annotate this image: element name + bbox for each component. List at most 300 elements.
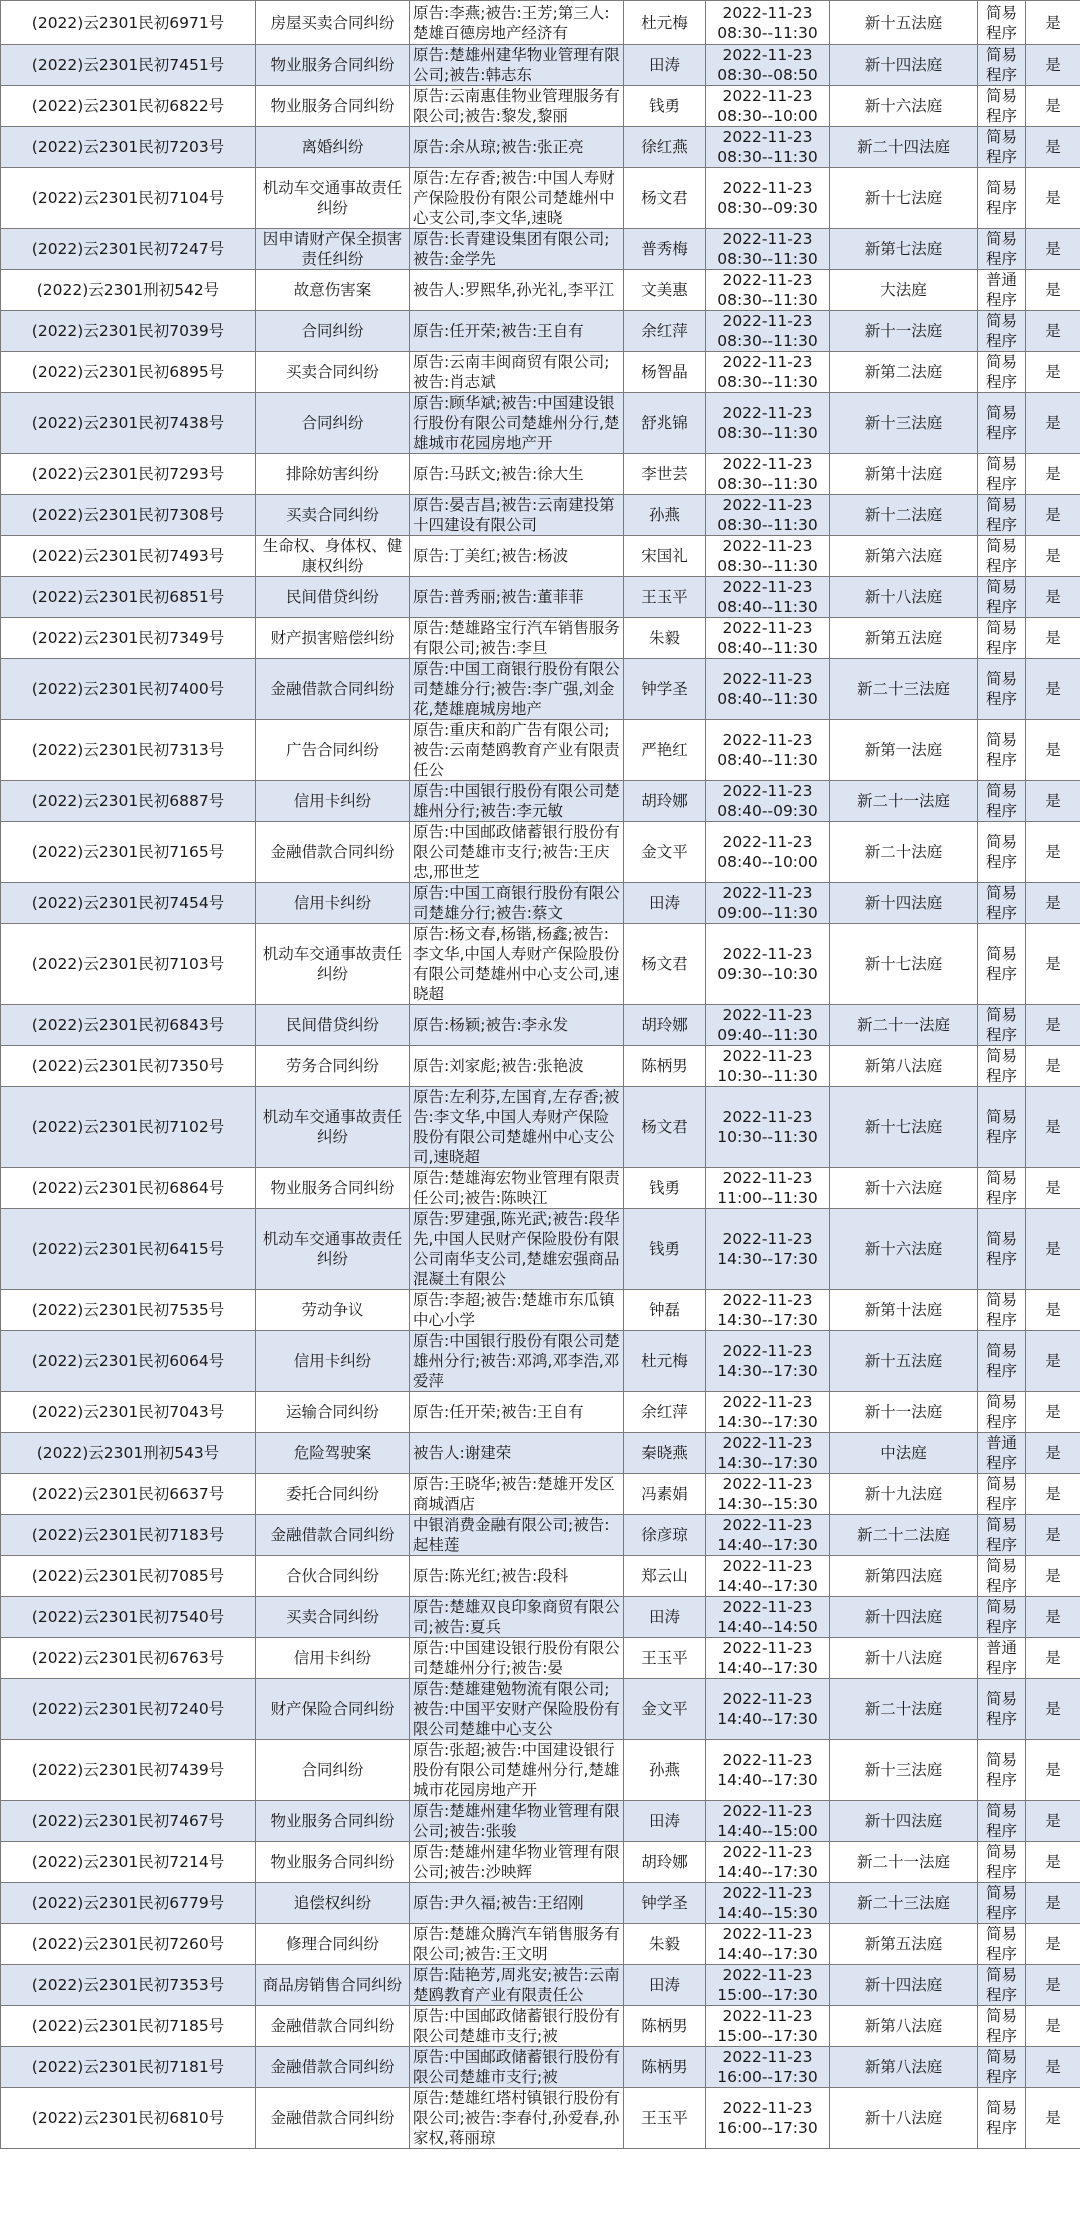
hearing-time-cell — [706, 168, 830, 229]
parties-cell: 原告:任开荣;被告:王自有 — [410, 1392, 624, 1433]
public-hearing-cell: 是 — [1026, 536, 1080, 577]
hearing-time-cell — [706, 1883, 830, 1924]
case-number-cell: (2022)云2301民初7185号 — [1, 2006, 256, 2047]
hearing-date: 2022-11-23 — [722, 1598, 813, 1616]
case-cause-cell: 生命权、身体权、健康权纠纷 — [256, 536, 410, 577]
courtroom-cell: 新十六法庭 — [830, 86, 978, 127]
hearing-date: 2022-11-23 — [722, 578, 813, 596]
procedure-cell: 简易程序 — [978, 781, 1026, 822]
hearing-time-cell — [706, 1679, 830, 1740]
case-cause-cell: 合伙合同纠纷 — [256, 1556, 410, 1597]
hearing-date: 2022-11-23 — [722, 312, 813, 330]
hearing-time-range: 14:40--17:30 — [717, 1710, 818, 1728]
table-row — [1, 1740, 1080, 1801]
case-cause-cell: 合同纠纷 — [256, 311, 410, 352]
public-hearing-cell: 是 — [1026, 1046, 1080, 1087]
public-hearing-cell: 是 — [1026, 1392, 1080, 1433]
hearing-date: 2022-11-23 — [722, 496, 813, 514]
parties-cell: 原告:杨文春,杨锴,杨鑫;被告:李文华,中国人寿财产保险股份有限公司楚雄州中心支公司,速晓超 — [410, 924, 624, 1005]
case-number-cell: (2022)云2301民初7260号 — [1, 1924, 256, 1965]
table-row — [1, 1638, 1080, 1679]
judge-cell: 田涛 — [624, 883, 706, 924]
hearing-time-cell — [706, 883, 830, 924]
procedure-cell: 简易程序 — [978, 45, 1026, 86]
procedure-cell: 普通程序 — [978, 270, 1026, 311]
hearing-time-cell — [706, 1474, 830, 1515]
parties-cell: 原告:楚雄州建华物业管理有限公司;被告:沙映辉 — [410, 1842, 624, 1883]
procedure-cell: 简易程序 — [978, 1515, 1026, 1556]
parties-cell: 原告:李燕;被告:王芳;第三人:楚雄百德房地产经济有 — [410, 1, 624, 45]
table-row — [1, 822, 1080, 883]
judge-cell: 王玉平 — [624, 577, 706, 618]
case-number-cell: (2022)云2301民初6637号 — [1, 1474, 256, 1515]
table-row — [1, 2047, 1080, 2088]
case-number-cell: (2022)云2301民初7103号 — [1, 924, 256, 1005]
courtroom-cell: 新十四法庭 — [830, 45, 978, 86]
parties-cell: 原告:长青建设集团有限公司;被告:金学先 — [410, 229, 624, 270]
procedure-cell: 简易程序 — [978, 454, 1026, 495]
public-hearing-cell: 是 — [1026, 86, 1080, 127]
parties-cell: 原告:云南惠佳物业管理服务有限公司;被告:黎发,黎丽 — [410, 86, 624, 127]
table-row — [1, 1965, 1080, 2006]
courtroom-cell: 新十四法庭 — [830, 1801, 978, 1842]
judge-cell: 孙燕 — [624, 1740, 706, 1801]
hearing-date: 2022-11-23 — [722, 1884, 813, 1902]
hearing-date: 2022-11-23 — [722, 1516, 813, 1534]
hearing-date: 2022-11-23 — [722, 128, 813, 146]
hearing-time-cell — [706, 2047, 830, 2088]
table-row — [1, 1556, 1080, 1597]
parties-cell: 原告:李超;被告:楚雄市东瓜镇中心小学 — [410, 1290, 624, 1331]
courtroom-cell: 新第八法庭 — [830, 1046, 978, 1087]
parties-cell: 原告:中国建设银行股份有限公司楚雄州分行;被告:晏 — [410, 1638, 624, 1679]
table-row — [1, 1597, 1080, 1638]
hearing-date: 2022-11-23 — [722, 1230, 813, 1248]
judge-cell: 朱毅 — [624, 618, 706, 659]
parties-cell: 原告:楚雄州建华物业管理有限公司;被告:张骏 — [410, 1801, 624, 1842]
case-cause-cell: 机动车交通事故责任纠纷 — [256, 924, 410, 1005]
procedure-cell: 简易程序 — [978, 229, 1026, 270]
courtroom-cell: 新十六法庭 — [830, 1168, 978, 1209]
public-hearing-cell: 是 — [1026, 393, 1080, 454]
judge-cell: 田涛 — [624, 45, 706, 86]
table-row — [1, 1046, 1080, 1087]
procedure-cell: 简易程序 — [978, 1290, 1026, 1331]
case-cause-cell: 危险驾驶案 — [256, 1433, 410, 1474]
table-row — [1, 1, 1080, 45]
hearing-date: 2022-11-23 — [722, 1966, 813, 1984]
parties-cell: 原告:任开荣;被告:王自有 — [410, 311, 624, 352]
courtroom-cell: 新第七法庭 — [830, 229, 978, 270]
hearing-time-cell — [706, 822, 830, 883]
table-row — [1, 720, 1080, 781]
case-number-cell: (2022)云2301民初6763号 — [1, 1638, 256, 1679]
hearing-time-range: 08:30--11:30 — [717, 516, 818, 534]
procedure-cell: 简易程序 — [978, 352, 1026, 393]
case-number-cell: (2022)云2301民初7454号 — [1, 883, 256, 924]
table-row — [1, 393, 1080, 454]
case-cause-cell: 物业服务合同纠纷 — [256, 45, 410, 86]
judge-cell: 陈柄男 — [624, 1046, 706, 1087]
hearing-time-cell — [706, 1290, 830, 1331]
public-hearing-cell: 是 — [1026, 45, 1080, 86]
parties-cell: 原告:普秀丽;被告:董菲菲 — [410, 577, 624, 618]
hearing-time-range: 14:30--17:30 — [717, 1311, 818, 1329]
case-cause-cell: 财产保险合同纠纷 — [256, 1679, 410, 1740]
hearing-time-cell — [706, 1740, 830, 1801]
table-row — [1, 1924, 1080, 1965]
table-row — [1, 270, 1080, 311]
parties-cell: 中银消费金融有限公司;被告:起桂莲 — [410, 1515, 624, 1556]
parties-cell: 原告:中国邮政储蓄银行股份有限公司楚雄市支行;被告:王庆忠,邢世芝 — [410, 822, 624, 883]
case-cause-cell: 金融借款合同纠纷 — [256, 2006, 410, 2047]
judge-cell: 胡玲娜 — [624, 1005, 706, 1046]
hearing-date: 2022-11-23 — [722, 833, 813, 851]
judge-cell: 宋国礼 — [624, 536, 706, 577]
judge-cell: 冯素娟 — [624, 1474, 706, 1515]
hearing-time-range: 08:30--10:00 — [717, 107, 818, 125]
table-row — [1, 127, 1080, 168]
case-cause-cell: 民间借贷纠纷 — [256, 1005, 410, 1046]
parties-cell: 原告:楚雄路宝行汽车销售服务有限公司;被告:李旦 — [410, 618, 624, 659]
hearing-date: 2022-11-23 — [722, 353, 813, 371]
case-number-cell: (2022)云2301民初6822号 — [1, 86, 256, 127]
case-number-cell: (2022)云2301民初7293号 — [1, 454, 256, 495]
hearing-date: 2022-11-23 — [722, 1639, 813, 1657]
hearing-date: 2022-11-23 — [722, 1434, 813, 1452]
table-row — [1, 352, 1080, 393]
table-row — [1, 1474, 1080, 1515]
case-number-cell: (2022)云2301刑初543号 — [1, 1433, 256, 1474]
case-number-cell: (2022)云2301民初7181号 — [1, 2047, 256, 2088]
case-cause-cell: 金融借款合同纠纷 — [256, 822, 410, 883]
case-number-cell: (2022)云2301民初6887号 — [1, 781, 256, 822]
table-row — [1, 2088, 1080, 2149]
case-number-cell: (2022)云2301民初7183号 — [1, 1515, 256, 1556]
hearing-time-range: 11:00--11:30 — [717, 1189, 818, 1207]
hearing-time-range: 14:30--15:30 — [717, 1495, 818, 1513]
hearing-time-range: 14:40--17:30 — [717, 1536, 818, 1554]
hearing-time-range: 14:30--17:30 — [717, 1413, 818, 1431]
hearing-time-cell — [706, 1087, 830, 1168]
case-number-cell: (2022)云2301民初7353号 — [1, 1965, 256, 2006]
parties-cell: 原告:中国邮政储蓄银行股份有限公司楚雄市支行;被 — [410, 2047, 624, 2088]
public-hearing-cell: 是 — [1026, 822, 1080, 883]
parties-cell: 原告:罗建强,陈光武;被告:段华先,中国人民财产保险股份有限公司南华支公司,楚雄宏强商品混凝土有限公 — [410, 1209, 624, 1290]
case-number-cell: (2022)云2301民初6810号 — [1, 2088, 256, 2149]
courtroom-cell: 新十八法庭 — [830, 2088, 978, 2149]
table-row — [1, 454, 1080, 495]
case-cause-cell: 物业服务合同纠纷 — [256, 1801, 410, 1842]
hearing-time-range: 08:30--11:30 — [717, 23, 818, 42]
hearing-date: 2022-11-23 — [722, 945, 813, 963]
judge-cell: 胡玲娜 — [624, 781, 706, 822]
judge-cell: 陈柄男 — [624, 2006, 706, 2047]
hearing-date: 2022-11-23 — [722, 1169, 813, 1187]
table-row — [1, 2006, 1080, 2047]
judge-cell: 徐红燕 — [624, 127, 706, 168]
parties-cell: 原告:顾华斌;被告:中国建设银行股份有限公司楚雄州分行,楚雄城市花园房地产开 — [410, 393, 624, 454]
hearing-date: 2022-11-23 — [722, 782, 813, 800]
public-hearing-cell: 是 — [1026, 1842, 1080, 1883]
hearing-time-range: 15:00--17:30 — [717, 1986, 818, 2004]
public-hearing-cell: 是 — [1026, 1433, 1080, 1474]
procedure-cell: 简易程序 — [978, 1, 1026, 45]
table-row — [1, 781, 1080, 822]
table-row — [1, 1433, 1080, 1474]
hearing-time-cell — [706, 1433, 830, 1474]
courtroom-cell: 新第一法庭 — [830, 720, 978, 781]
public-hearing-cell: 是 — [1026, 1331, 1080, 1392]
case-cause-cell: 机动车交通事故责任纠纷 — [256, 1087, 410, 1168]
parties-cell: 原告:丁美红;被告:杨波 — [410, 536, 624, 577]
parties-cell: 原告:杨颖;被告:李永发 — [410, 1005, 624, 1046]
courtroom-cell: 新二十二法庭 — [830, 1515, 978, 1556]
judge-cell: 孙燕 — [624, 495, 706, 536]
judge-cell: 钱勇 — [624, 1209, 706, 1290]
hearing-date: 2022-11-23 — [722, 1690, 813, 1708]
hearing-time-cell — [706, 2006, 830, 2047]
procedure-cell: 简易程序 — [978, 2047, 1026, 2088]
case-number-cell: (2022)云2301民初7439号 — [1, 1740, 256, 1801]
public-hearing-cell: 是 — [1026, 1, 1080, 45]
case-number-cell: (2022)云2301民初6779号 — [1, 1883, 256, 1924]
procedure-cell: 简易程序 — [978, 1087, 1026, 1168]
hearing-date: 2022-11-23 — [722, 1843, 813, 1861]
parties-cell: 原告:刘家彪;被告:张艳波 — [410, 1046, 624, 1087]
table-row — [1, 1883, 1080, 1924]
case-number-cell: (2022)云2301民初7203号 — [1, 127, 256, 168]
case-number-cell: (2022)云2301民初6864号 — [1, 1168, 256, 1209]
case-number-cell: (2022)云2301民初7104号 — [1, 168, 256, 229]
case-number-cell: (2022)云2301民初6415号 — [1, 1209, 256, 1290]
courtroom-cell: 新二十四法庭 — [830, 127, 978, 168]
judge-cell: 金文平 — [624, 822, 706, 883]
case-number-cell: (2022)云2301民初7240号 — [1, 1679, 256, 1740]
hearing-time-range: 08:30--11:30 — [717, 424, 818, 442]
judge-cell: 钟磊 — [624, 1290, 706, 1331]
case-cause-cell: 商品房销售合同纠纷 — [256, 1965, 410, 2006]
case-cause-cell: 金融借款合同纠纷 — [256, 2047, 410, 2088]
judge-cell: 朱毅 — [624, 1924, 706, 1965]
procedure-cell: 简易程序 — [978, 1965, 1026, 2006]
parties-cell: 原告:晏吉昌;被告:云南建投第十四建设有限公司 — [410, 495, 624, 536]
judge-cell: 陈柄男 — [624, 2047, 706, 2088]
judge-cell: 杜元梅 — [624, 1, 706, 45]
case-number-cell: (2022)云2301刑初542号 — [1, 270, 256, 311]
parties-cell: 原告:云南丰闽商贸有限公司;被告:肖志斌 — [410, 352, 624, 393]
case-number-cell: (2022)云2301民初6843号 — [1, 1005, 256, 1046]
public-hearing-cell: 是 — [1026, 1515, 1080, 1556]
hearing-date: 2022-11-23 — [722, 619, 813, 637]
hearing-time-cell — [706, 127, 830, 168]
hearing-time-cell — [706, 1168, 830, 1209]
case-number-cell: (2022)云2301民初7349号 — [1, 618, 256, 659]
procedure-cell: 简易程序 — [978, 86, 1026, 127]
judge-cell: 田涛 — [624, 1597, 706, 1638]
hearing-date: 2022-11-23 — [722, 1342, 813, 1360]
table-row — [1, 1290, 1080, 1331]
case-number-cell: (2022)云2301民初7102号 — [1, 1087, 256, 1168]
public-hearing-cell: 是 — [1026, 720, 1080, 781]
judge-cell: 王玉平 — [624, 2088, 706, 2149]
case-cause-cell: 广告合同纠纷 — [256, 720, 410, 781]
hearing-time-range: 08:30--11:30 — [717, 148, 818, 166]
case-cause-cell: 劳动争议 — [256, 1290, 410, 1331]
judge-cell: 田涛 — [624, 1965, 706, 2006]
table-row — [1, 1209, 1080, 1290]
table-row — [1, 536, 1080, 577]
procedure-cell: 简易程序 — [978, 1209, 1026, 1290]
procedure-cell: 简易程序 — [978, 1679, 1026, 1740]
courtroom-cell: 新十九法庭 — [830, 1474, 978, 1515]
judge-cell: 钟学圣 — [624, 659, 706, 720]
public-hearing-cell: 是 — [1026, 270, 1080, 311]
hearing-time-cell — [706, 393, 830, 454]
hearing-time-range: 08:40--10:00 — [717, 853, 818, 871]
hearing-time-cell — [706, 659, 830, 720]
case-number-cell: (2022)云2301民初7350号 — [1, 1046, 256, 1087]
courtroom-cell: 新二十三法庭 — [830, 1883, 978, 1924]
hearing-date: 2022-11-23 — [722, 731, 813, 749]
hearing-time-cell — [706, 311, 830, 352]
case-cause-cell: 民间借贷纠纷 — [256, 577, 410, 618]
case-cause-cell: 买卖合同纠纷 — [256, 352, 410, 393]
hearing-time-range: 14:40--15:30 — [717, 1904, 818, 1922]
public-hearing-cell: 是 — [1026, 659, 1080, 720]
case-cause-cell: 运输合同纠纷 — [256, 1392, 410, 1433]
judge-cell: 王玉平 — [624, 1638, 706, 1679]
hearing-date: 2022-11-23 — [722, 46, 813, 64]
procedure-cell: 简易程序 — [978, 883, 1026, 924]
hearing-time-range: 10:30--11:30 — [717, 1128, 818, 1146]
parties-cell: 被告人:谢建荣 — [410, 1433, 624, 1474]
procedure-cell: 简易程序 — [978, 1392, 1026, 1433]
hearing-time-cell — [706, 270, 830, 311]
judge-cell: 杨文君 — [624, 924, 706, 1005]
courtroom-cell: 新十一法庭 — [830, 311, 978, 352]
hearing-date: 2022-11-23 — [722, 271, 813, 289]
public-hearing-cell: 是 — [1026, 495, 1080, 536]
courtroom-cell: 新十七法庭 — [830, 1087, 978, 1168]
parties-cell: 原告:左利芬,左国育,左存香;被告:李文华,中国人寿财产保险股份有限公司楚雄州中心支公司,速晓超 — [410, 1087, 624, 1168]
hearing-time-cell — [706, 1801, 830, 1842]
hearing-time-range: 14:40--17:30 — [717, 1863, 818, 1881]
hearing-time-cell — [706, 536, 830, 577]
procedure-cell: 简易程序 — [978, 536, 1026, 577]
hearing-date: 2022-11-23 — [722, 1291, 813, 1309]
judge-cell: 郑云山 — [624, 1556, 706, 1597]
hearing-date: 2022-11-23 — [722, 2007, 813, 2025]
hearing-date: 2022-11-23 — [722, 1751, 813, 1769]
case-cause-cell: 金融借款合同纠纷 — [256, 1515, 410, 1556]
public-hearing-cell: 是 — [1026, 883, 1080, 924]
courtroom-cell: 新十八法庭 — [830, 577, 978, 618]
public-hearing-cell: 是 — [1026, 924, 1080, 1005]
judge-cell: 杜元梅 — [624, 1331, 706, 1392]
hearing-date: 2022-11-23 — [722, 2099, 813, 2117]
hearing-time-cell — [706, 1556, 830, 1597]
hearing-date: 2022-11-23 — [722, 1925, 813, 1943]
procedure-cell: 简易程序 — [978, 2006, 1026, 2047]
procedure-cell: 简易程序 — [978, 1842, 1026, 1883]
courtroom-cell: 新二十法庭 — [830, 1679, 978, 1740]
hearing-time-range: 08:30--11:30 — [717, 250, 818, 268]
case-cause-cell: 信用卡纠纷 — [256, 781, 410, 822]
parties-cell: 原告:中国邮政储蓄银行股份有限公司楚雄市支行;被 — [410, 2006, 624, 2047]
case-cause-cell: 金融借款合同纠纷 — [256, 659, 410, 720]
public-hearing-cell: 是 — [1026, 229, 1080, 270]
procedure-cell: 简易程序 — [978, 924, 1026, 1005]
case-number-cell: (2022)云2301民初6851号 — [1, 577, 256, 618]
public-hearing-cell: 是 — [1026, 1924, 1080, 1965]
hearing-time-cell — [706, 1597, 830, 1638]
case-cause-cell: 合同纠纷 — [256, 1740, 410, 1801]
hearing-time-range: 14:40--17:30 — [717, 1659, 818, 1677]
case-cause-cell: 物业服务合同纠纷 — [256, 1168, 410, 1209]
public-hearing-cell: 是 — [1026, 1883, 1080, 1924]
courtroom-cell: 新第八法庭 — [830, 2006, 978, 2047]
hearing-time-range: 14:40--17:30 — [717, 1771, 818, 1789]
courtroom-cell: 新第八法庭 — [830, 2047, 978, 2088]
procedure-cell: 简易程序 — [978, 1597, 1026, 1638]
procedure-cell: 简易程序 — [978, 1924, 1026, 1965]
procedure-cell: 简易程序 — [978, 127, 1026, 168]
table-row — [1, 229, 1080, 270]
courtroom-cell: 新第五法庭 — [830, 1924, 978, 1965]
case-number-cell: (2022)云2301民初7308号 — [1, 495, 256, 536]
hearing-date: 2022-11-23 — [722, 1802, 813, 1820]
case-number-cell: (2022)云2301民初7400号 — [1, 659, 256, 720]
procedure-cell: 简易程序 — [978, 659, 1026, 720]
courtroom-cell: 新十三法庭 — [830, 393, 978, 454]
hearing-time-range: 08:40--11:30 — [717, 598, 818, 616]
courtroom-cell: 新十七法庭 — [830, 168, 978, 229]
hearing-date: 2022-11-23 — [722, 884, 813, 902]
table-row — [1, 86, 1080, 127]
parties-cell: 原告:王晓华;被告:楚雄开发区商城酒店 — [410, 1474, 624, 1515]
case-cause-cell: 信用卡纠纷 — [256, 1638, 410, 1679]
public-hearing-cell: 是 — [1026, 311, 1080, 352]
table-row — [1, 924, 1080, 1005]
hearing-time-range: 08:30--11:30 — [717, 557, 818, 575]
hearing-time-cell — [706, 454, 830, 495]
procedure-cell: 普通程序 — [978, 1433, 1026, 1474]
courtroom-cell: 新十二法庭 — [830, 495, 978, 536]
hearing-time-range: 08:30--11:30 — [717, 373, 818, 391]
hearing-time-range: 14:30--17:30 — [717, 1250, 818, 1268]
table-row — [1, 495, 1080, 536]
judge-cell: 余红萍 — [624, 311, 706, 352]
hearing-time-range: 08:40--11:30 — [717, 639, 818, 657]
table-row — [1, 311, 1080, 352]
courtroom-cell: 新二十三法庭 — [830, 659, 978, 720]
courtroom-cell: 新十四法庭 — [830, 1965, 978, 2006]
judge-cell: 徐彦琼 — [624, 1515, 706, 1556]
hearing-time-range: 08:30--09:30 — [717, 199, 818, 217]
table-row — [1, 1842, 1080, 1883]
public-hearing-cell: 是 — [1026, 1087, 1080, 1168]
table-row — [1, 1168, 1080, 1209]
case-cause-cell: 离婚纠纷 — [256, 127, 410, 168]
procedure-cell: 简易程序 — [978, 822, 1026, 883]
judge-cell: 普秀梅 — [624, 229, 706, 270]
hearing-time-cell — [706, 618, 830, 659]
case-number-cell: (2022)云2301民初7085号 — [1, 1556, 256, 1597]
case-number-cell: (2022)云2301民初6895号 — [1, 352, 256, 393]
courtroom-cell: 新二十一法庭 — [830, 1842, 978, 1883]
case-number-cell: (2022)云2301民初7493号 — [1, 536, 256, 577]
